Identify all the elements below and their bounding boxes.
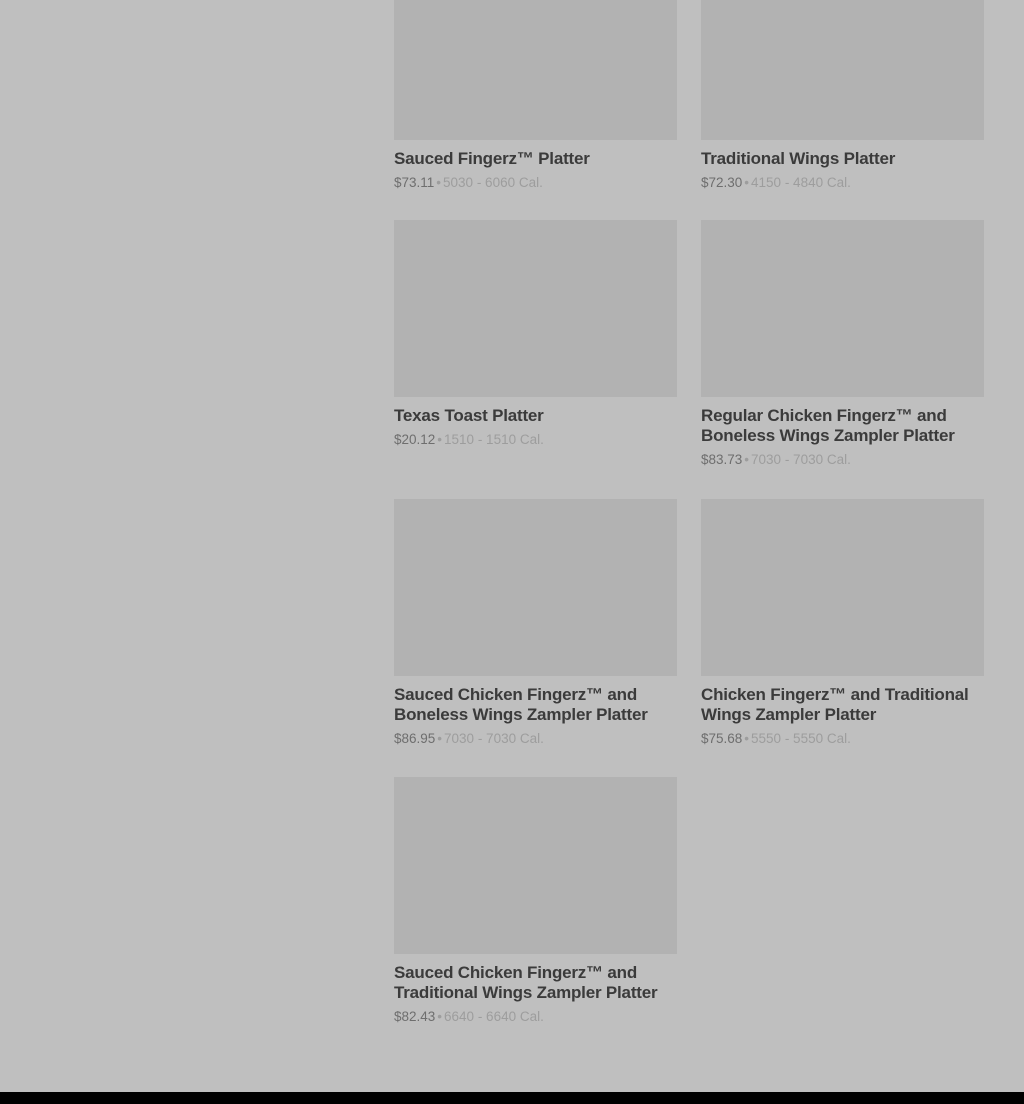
menu-item-photo	[394, 499, 677, 676]
menu-item-card-sauced-fingerz-traditional-wings-zampler[interactable]	[394, 777, 677, 1024]
menu-item-card-traditional-wings-platter[interactable]	[701, 0, 984, 190]
menu-item-name: Sauced Chicken Fingerz™ and Traditional Wings Zampler Platter	[394, 963, 658, 1002]
bullet-separator: •	[744, 175, 750, 190]
menu-item-card-texas-toast-platter[interactable]	[394, 220, 677, 447]
bullet-separator: •	[744, 452, 750, 467]
menu-item-name: Traditional Wings Platter	[701, 149, 896, 168]
menu-item-card-sauced-fingerz-boneless-zampler[interactable]	[394, 499, 677, 746]
menu-item-photo	[394, 0, 677, 140]
menu-item-price: $75.68	[701, 731, 743, 746]
menu-item-card-sauced-fingerz-platter[interactable]	[394, 0, 677, 190]
menu-item-photo	[394, 777, 677, 954]
menu-item-meta	[394, 731, 677, 746]
menu-item-card-regular-fingerz-boneless-zampler[interactable]	[701, 220, 984, 467]
bullet-separator: •	[437, 1009, 443, 1024]
menu-item-price: $83.73	[701, 452, 743, 467]
menu-item-meta	[394, 432, 677, 447]
menu-item-calories: 7030 - 7030 Cal.	[751, 452, 851, 467]
menu-item-meta	[701, 452, 984, 467]
menu-item-photo	[701, 0, 984, 140]
bullet-separator: •	[744, 731, 750, 746]
menu-item-calories: 6640 - 6640 Cal.	[444, 1009, 544, 1024]
menu-item-name: Regular Chicken Fingerz™ and Boneless Wings Zampler Platter	[701, 406, 955, 445]
menu-item-name: Sauced Fingerz™ Platter	[394, 149, 590, 168]
menu-item-meta	[394, 1009, 677, 1024]
menu-item-price: $73.11	[394, 175, 435, 190]
menu-item-name: Texas Toast Platter	[394, 406, 544, 425]
menu-item-price: $82.43	[394, 1009, 436, 1024]
menu-item-name: Sauced Chicken Fingerz™ and Boneless Wings Zampler Platter	[394, 685, 648, 724]
menu-item-calories: 1510 - 1510 Cal.	[444, 432, 544, 447]
menu-item-name: Chicken Fingerz™ and Traditional Wings Zampler Platter	[701, 685, 969, 724]
menu-item-price: $20.12	[394, 432, 436, 447]
menu-item-calories: 7030 - 7030 Cal.	[444, 731, 544, 746]
menu-item-meta	[701, 731, 984, 746]
bullet-separator: •	[436, 175, 442, 190]
bullet-separator: •	[437, 731, 443, 746]
footer-bar	[0, 1092, 1024, 1104]
menu-item-photo	[394, 220, 677, 397]
menu-item-calories: 5550 - 5550 Cal.	[751, 731, 851, 746]
menu-item-photo	[701, 499, 984, 676]
menu-item-calories: 4150 - 4840 Cal.	[751, 175, 851, 190]
menu-item-price: $72.30	[701, 175, 743, 190]
menu-item-photo	[701, 220, 984, 397]
menu-item-meta	[394, 175, 677, 190]
menu-item-card-fingerz-traditional-wings-zampler[interactable]	[701, 499, 984, 746]
menu-item-calories: 5030 - 6060 Cal.	[443, 175, 543, 190]
menu-item-price: $86.95	[394, 731, 436, 746]
menu-item-meta	[701, 175, 984, 190]
bullet-separator: •	[437, 432, 443, 447]
